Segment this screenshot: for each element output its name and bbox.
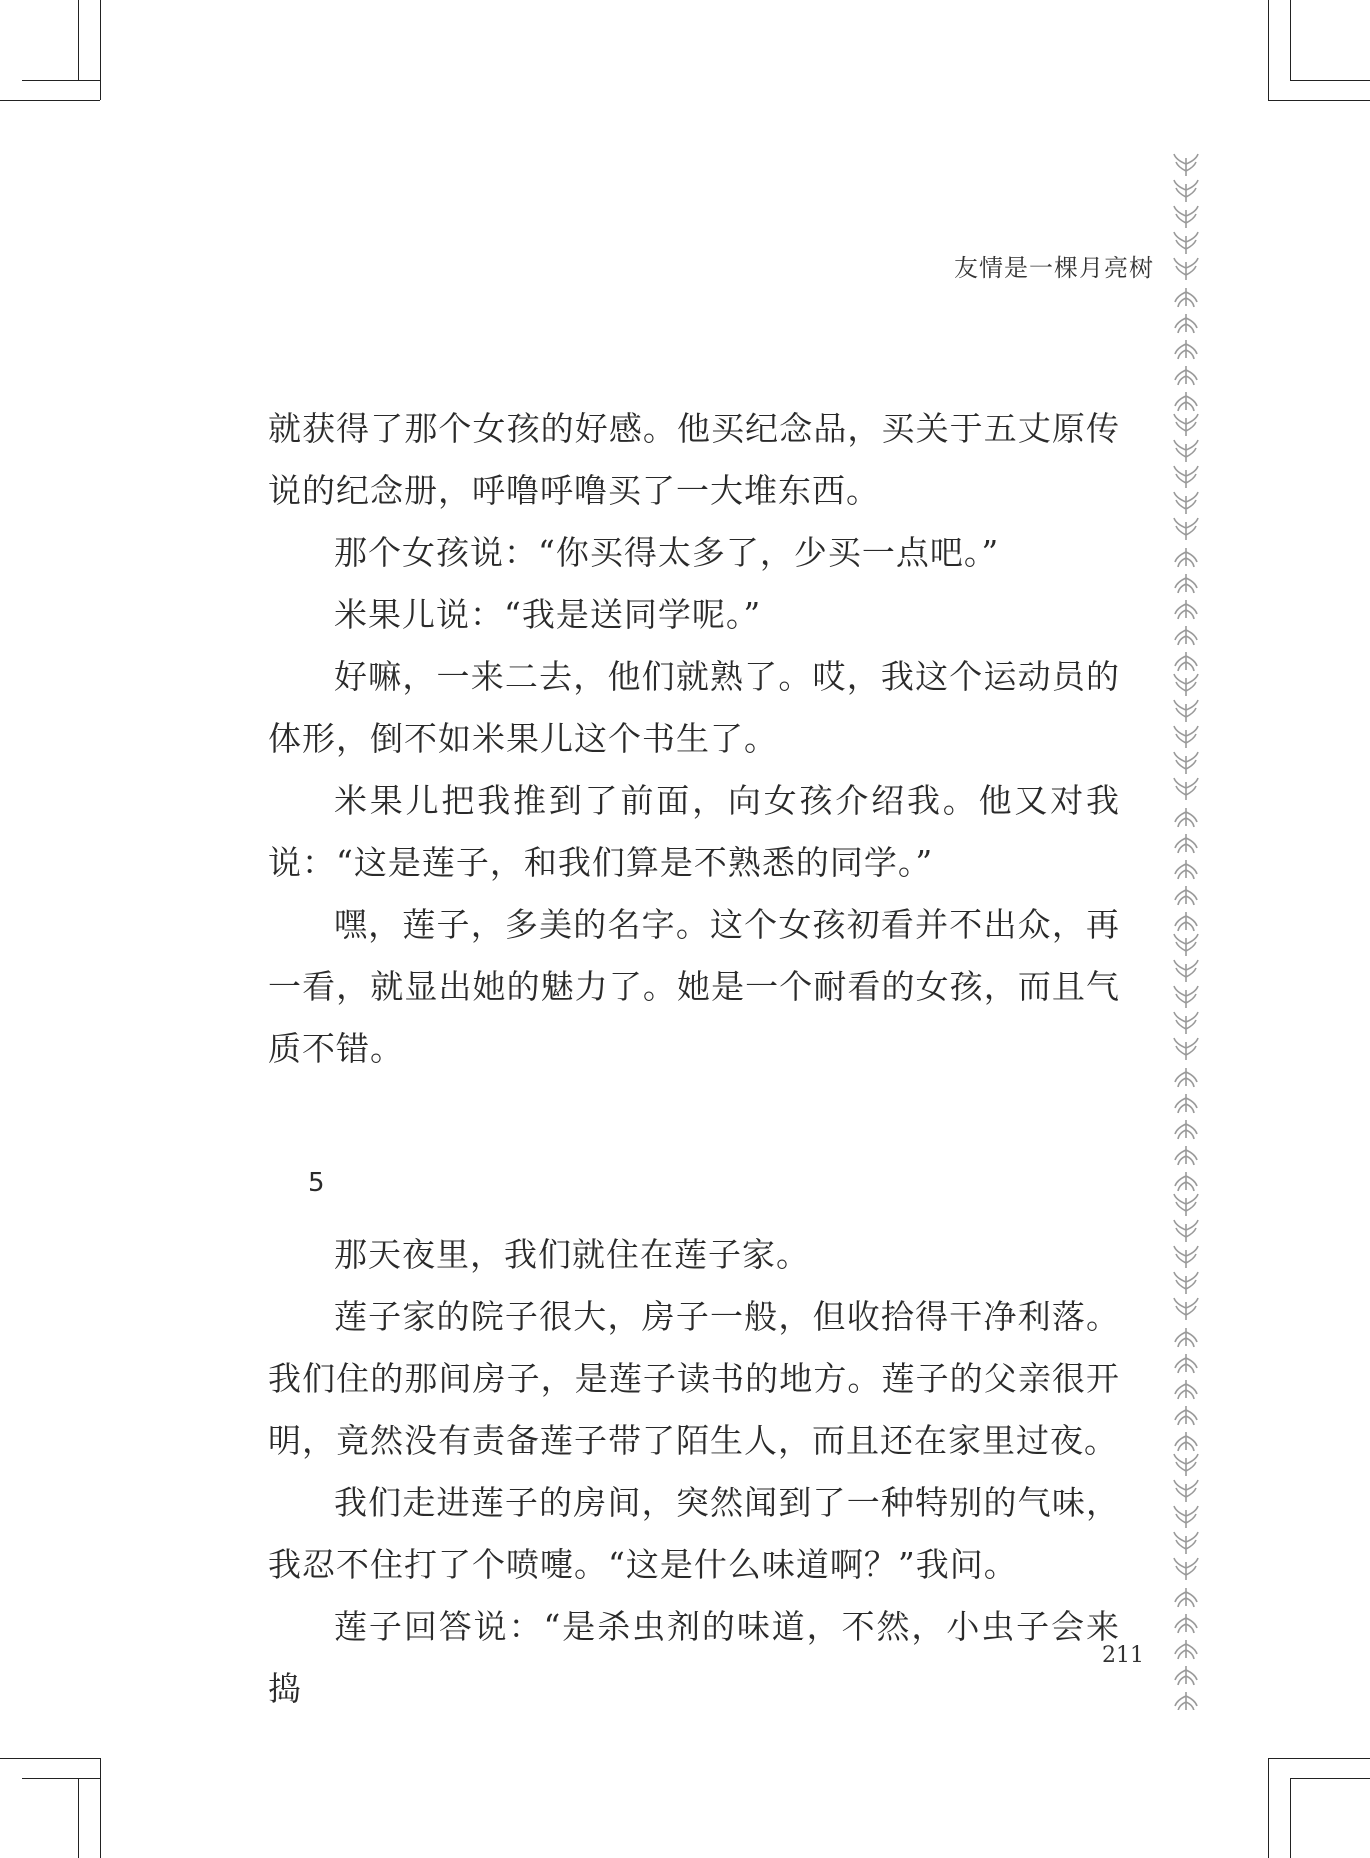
vine-leaf — [1174, 778, 1198, 800]
paragraph: 好嘛，一来二去，他们就熟了。哎，我这个运动员的体形，倒不如米果儿这个书生了。 — [268, 657, 1120, 758]
crop-mark-bottom-left-horizontal — [0, 1758, 100, 1759]
vine-leaf — [1175, 1614, 1197, 1633]
paragraph: 那天夜里，我们就住在莲子家。 — [334, 1235, 810, 1274]
vine-leaf — [1175, 1094, 1197, 1113]
crop-mark-top-right-vertical — [1268, 0, 1269, 100]
vine-leaf — [1174, 1506, 1198, 1528]
crop-mark-bottom-right-horizontal — [1268, 1758, 1370, 1759]
vine-leaf — [1174, 1012, 1198, 1034]
vine-border-icon — [1166, 150, 1206, 1710]
vine-leaf — [1174, 934, 1198, 956]
vine-leaf — [1174, 1298, 1198, 1320]
paragraph: 米果儿说：“我是送同学呢。” — [334, 595, 762, 634]
vine-leaf — [1174, 206, 1198, 228]
crop-mark-top-left-vertical — [100, 0, 101, 100]
vine-leaf — [1175, 1146, 1197, 1165]
vine-leaf — [1175, 366, 1197, 385]
vine-leaf — [1175, 808, 1197, 827]
vine-leaf — [1174, 1532, 1198, 1554]
vine-leaf — [1175, 860, 1197, 879]
paragraph: 莲子回答说：“是杀虫剂的味道，不然，小虫子会来捣 — [268, 1607, 1120, 1708]
crop-mark-top-left-short-v — [78, 0, 79, 80]
vine-leaf — [1175, 1406, 1197, 1425]
vine-leaf — [1175, 288, 1197, 307]
vine-leaf — [1174, 414, 1198, 436]
vine-leaf — [1174, 752, 1198, 774]
vine-leaf — [1175, 1068, 1197, 1087]
vine-leaf — [1175, 886, 1197, 905]
vine-leaf — [1174, 726, 1198, 748]
vine-leaf — [1174, 1480, 1198, 1502]
vine-leaf — [1174, 986, 1198, 1008]
vine-leaf — [1175, 1588, 1197, 1607]
vine-leaf — [1174, 674, 1198, 696]
crop-mark-top-right-short-v — [1290, 0, 1291, 80]
crop-mark-top-right-horizontal — [1268, 100, 1370, 101]
vine-leaf — [1175, 1640, 1197, 1659]
vine-leaf — [1174, 154, 1198, 176]
vine-leaf — [1174, 1246, 1198, 1268]
vine-leaf — [1175, 834, 1197, 853]
vine-leaf — [1175, 912, 1197, 931]
vine-leaf — [1175, 1354, 1197, 1373]
vine-leaf — [1174, 960, 1198, 982]
paragraph-group-before — [268, 398, 1120, 1080]
crop-mark-bottom-right-short-h — [1290, 1778, 1370, 1779]
paragraph: 莲子家的院子很大，房子一般，但收拾得干净利落。我们住的那间房子，是莲子读书的地方。莲子的父亲很开明，竟然没有责备莲子带了陌生人，而且还在家里过夜。 — [268, 1297, 1120, 1460]
vine-leaf — [1174, 1194, 1198, 1216]
crop-mark-bottom-left-short-v — [78, 1778, 79, 1858]
vine-leaf — [1175, 548, 1197, 567]
paragraph: 我们走进莲子的房间，突然闻到了一种特别的气味，我忍不住打了个喷嚏。“这是什么味道啊？”我问。 — [268, 1483, 1120, 1584]
vine-leaf — [1174, 492, 1198, 514]
vine-leaf — [1175, 600, 1197, 619]
vine-leaf — [1174, 466, 1198, 488]
vine-leaf — [1175, 652, 1197, 671]
vine-leaf — [1174, 1454, 1198, 1476]
vine-leaf — [1175, 1666, 1197, 1685]
paragraph-group-after — [268, 1224, 1120, 1720]
vine-leaf — [1174, 1220, 1198, 1242]
vine-leaf — [1175, 1328, 1197, 1347]
crop-mark-top-left-short-h — [22, 80, 100, 81]
vine-leaf — [1174, 1272, 1198, 1294]
paragraph: 嘿，莲子，多美的名字。这个女孩初看并不出众，再一看，就显出她的魅力了。她是一个耐看的女孩，而且气质不错。 — [268, 905, 1120, 1068]
running-head: 友情是一棵月亮树 — [954, 254, 1154, 282]
crop-mark-top-left-horizontal — [0, 100, 100, 101]
vine-leaf — [1175, 574, 1197, 593]
vine-leaf — [1175, 1432, 1197, 1451]
paragraph: 米果儿把我推到了前面，向女孩介绍我。他又对我说：“这是莲子，和我们算是不熟悉的同学。” — [268, 781, 1120, 882]
vine-leaf — [1174, 1558, 1198, 1580]
vine-leaf — [1174, 258, 1198, 280]
page-body — [268, 398, 1120, 1720]
vine-leaf — [1175, 340, 1197, 359]
paragraph: 就获得了那个女孩的好感。他买纪念品，买关于五丈原传说的纪念册，呼噜呼噜买了一大堆东西。 — [268, 409, 1120, 510]
vine-leaf — [1175, 1172, 1197, 1191]
vine-leaf — [1174, 518, 1198, 540]
vine-leaf — [1174, 232, 1198, 254]
vine-leaf — [1175, 626, 1197, 645]
vine-leaf — [1175, 1692, 1197, 1710]
vine-leaf — [1174, 1038, 1198, 1060]
vine-leaf — [1175, 314, 1197, 333]
crop-mark-bottom-left-short-h — [22, 1778, 100, 1779]
vine-leaf — [1174, 700, 1198, 722]
crop-mark-top-right-short-h — [1290, 80, 1370, 81]
vine-leaf — [1174, 440, 1198, 462]
crop-mark-bottom-left-vertical — [100, 1758, 101, 1858]
vine-leaf — [1175, 392, 1197, 411]
section-number: 5 — [308, 1168, 326, 1198]
crop-mark-bottom-right-vertical — [1268, 1758, 1269, 1858]
vine-leaf — [1175, 1380, 1197, 1399]
paragraph: 那个女孩说：“你买得太多了，少买一点吧。” — [334, 533, 1000, 572]
crop-mark-bottom-right-short-v — [1290, 1778, 1291, 1858]
vine-leaf — [1175, 1120, 1197, 1139]
vine-leaf — [1174, 180, 1198, 202]
page-number: 211 — [1102, 1643, 1144, 1668]
